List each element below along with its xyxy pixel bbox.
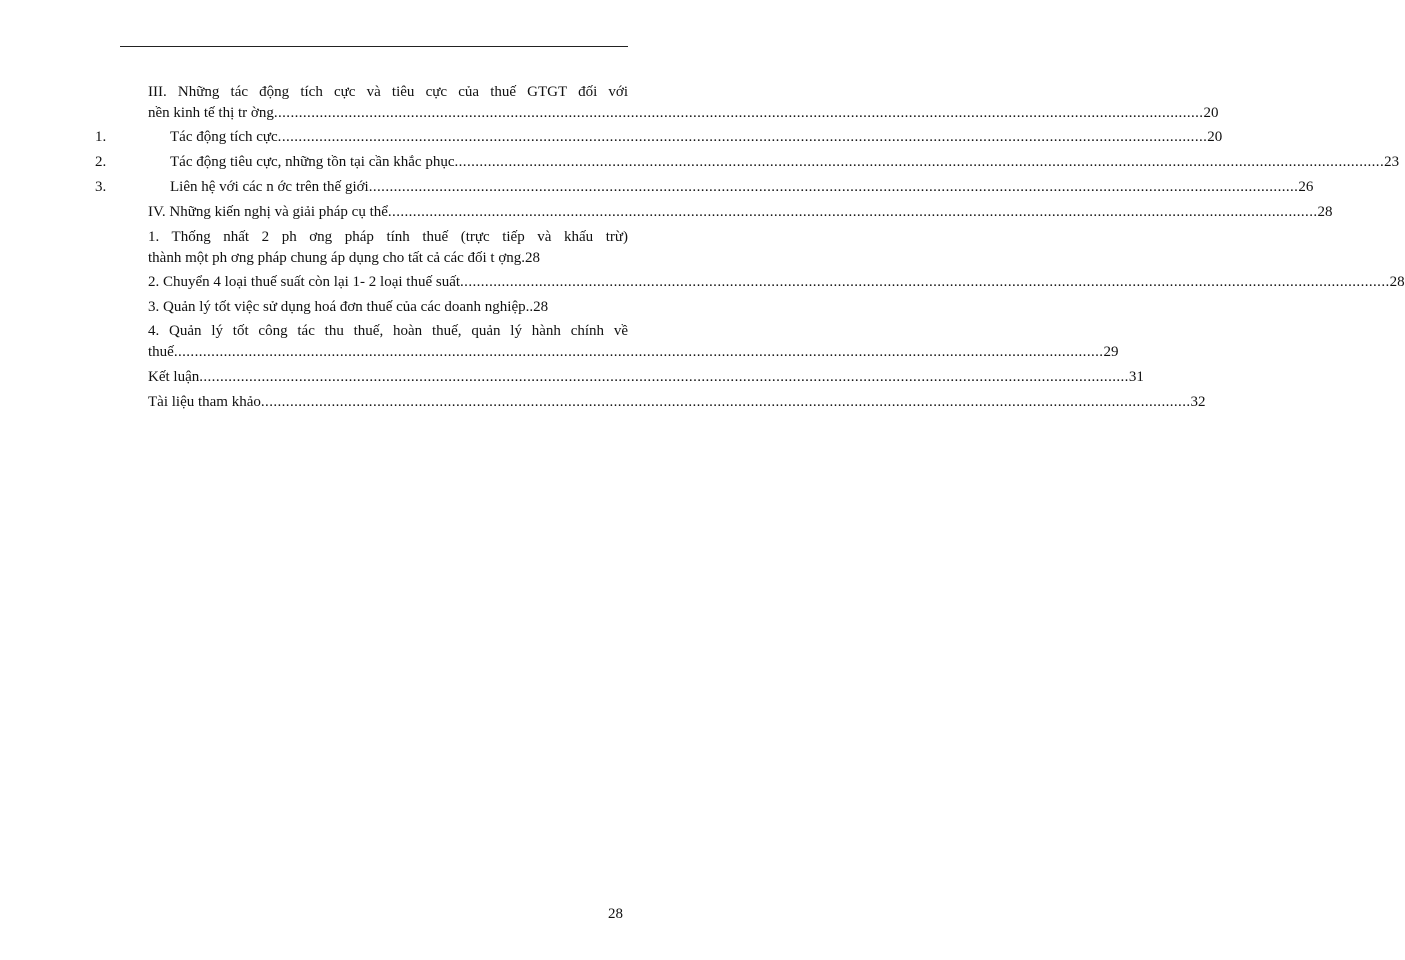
toc-entry-section-iv — [148, 202, 1333, 223]
toc-dot-leader — [460, 272, 1390, 293]
toc-entry-first-line: 1. Thống nhất 2 ph ơng pháp tính thuế (trực tiếp và khấu trừ) — [148, 229, 628, 245]
toc-entry-line — [148, 202, 1333, 223]
toc-entry-first-line: 4. Quản lý tốt công tác thu thuế, hoàn thuế, quản lý hành chính về — [148, 323, 628, 339]
toc-entry-line — [170, 127, 1223, 148]
toc-entry-number: 3. — [95, 179, 107, 195]
toc-entry-page: 32 — [1190, 394, 1206, 410]
toc-dot-leader — [455, 152, 1385, 173]
toc-entry-1 — [170, 127, 1223, 148]
toc-entry-page: 31 — [1128, 369, 1144, 385]
toc-entry-line — [148, 272, 1405, 293]
toc-entry-line — [170, 177, 1314, 198]
toc-entry-title: 3. Quản lý tốt việc sử dụng hoá đơn thuế của các doanh nghiệp.. — [148, 299, 534, 315]
toc-dot-leader — [369, 177, 1299, 198]
toc-entry-number: 1. — [95, 129, 107, 145]
toc-dot-leader — [274, 103, 1204, 124]
toc-entry-page: 20 — [1203, 105, 1219, 121]
toc-dot-leader — [261, 392, 1191, 413]
toc-entry-line — [170, 152, 1400, 173]
toc-entry-page: 28 — [525, 250, 541, 266]
toc-entry-number: 2. — [95, 154, 107, 170]
toc-entry-3 — [170, 177, 1314, 198]
toc-entry-title: Tác động tích cực — [170, 129, 278, 145]
toc-entry-section-iii — [148, 82, 1219, 124]
toc-entry-title: Tác động tiêu cực, những tồn tại cần khắc phục — [170, 154, 455, 170]
toc-entry-page: 28 — [533, 299, 549, 315]
toc-entry-title: Kết luận — [148, 369, 200, 385]
toc-entry-title: 2. Chuyển 4 loại thuế suất còn lại 1- 2 loại thuế suất — [148, 274, 461, 290]
toc-entry-line — [148, 248, 628, 269]
toc-dot-leader — [278, 127, 1208, 148]
toc-entry-line — [148, 392, 1206, 413]
toc-entry-page: 23 — [1384, 154, 1400, 170]
toc-entry-page: 28 — [1317, 204, 1333, 220]
toc-dot-leader — [388, 202, 1318, 223]
toc-dot-leader — [174, 342, 1104, 363]
toc-entry-page: 29 — [1103, 344, 1119, 360]
toc-entry-line — [148, 297, 628, 318]
toc-entry-line — [148, 103, 1219, 124]
toc-entry-page: 20 — [1207, 129, 1223, 145]
toc-entry-page: 28 — [1389, 274, 1405, 290]
toc-entry-iv-2 — [148, 272, 1405, 293]
toc-entry-title: thành một ph ơng pháp chung áp dụng cho tất cả các đối t ợng. — [148, 250, 526, 266]
toc-dot-leader — [199, 367, 1129, 388]
toc-entry-title: thuế — [148, 344, 174, 360]
toc-entry-title: Tài liệu tham khảo — [148, 394, 261, 410]
toc-entry-iv-4 — [148, 321, 1119, 363]
toc-entry-page: 26 — [1298, 179, 1314, 195]
toc-entry-references — [148, 392, 1206, 413]
toc-entry-conclusion — [148, 367, 1144, 388]
toc-entry-title: Liên hệ với các n ớc trên thế giới — [170, 179, 369, 195]
toc-entry-title: IV. Những kiến nghị và giải pháp cụ thể — [148, 204, 388, 220]
toc-entry-2 — [170, 152, 1400, 173]
toc-entry-line — [148, 342, 1119, 363]
toc-entry-line — [148, 367, 1144, 388]
toc-entry-title: nền kinh tế thị tr ờng — [148, 105, 274, 121]
toc-entry-first-line: III. Những tác động tích cực và tiêu cực của thuế GTGT đối với — [148, 84, 628, 100]
toc-entry-iv-1 — [148, 227, 628, 269]
toc-entry-iv-3 — [148, 297, 628, 318]
page-number: 28 — [608, 906, 623, 922]
